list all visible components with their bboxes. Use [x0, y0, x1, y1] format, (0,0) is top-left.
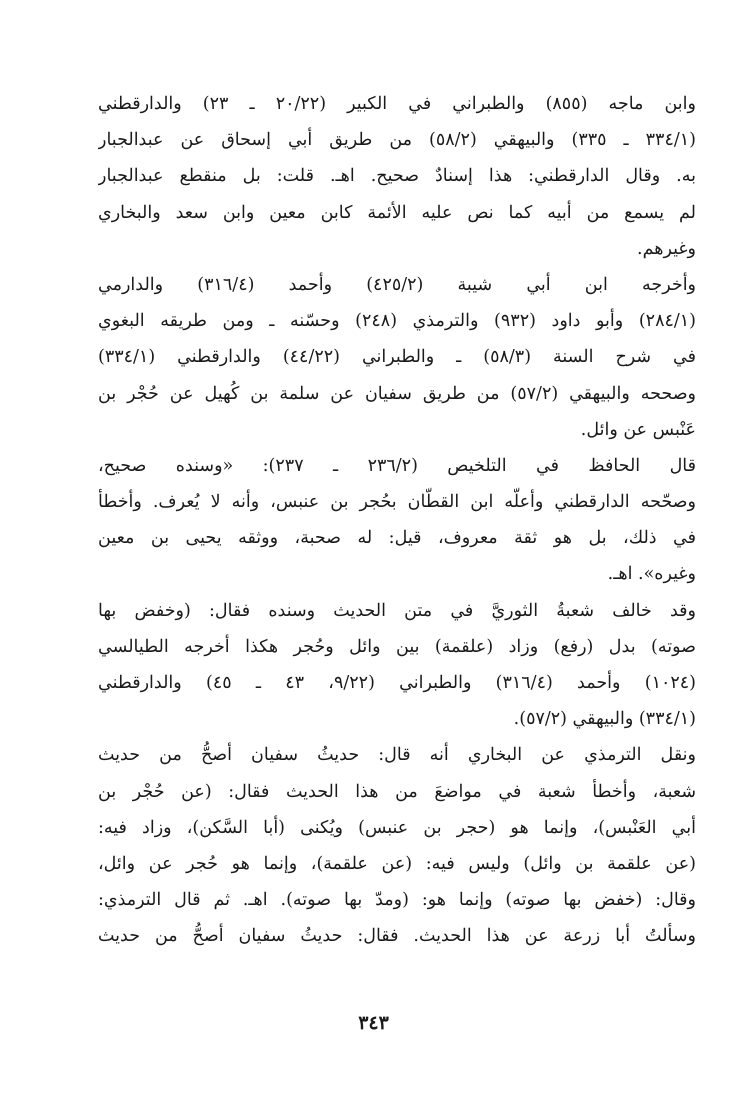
paragraph-5 — [98, 737, 696, 954]
text-line: لم يسمع من أبيه كما نص عليه الأئمة كابن معين وابن سعد والبخاري — [98, 202, 696, 223]
text-line: وصححه والبيهقي (٥٧/٢) من طريق سفيان عن سلمة بن كُهيل عن حُجْر بن — [98, 383, 696, 404]
text-line: ونقل الترمذي عن البخاري أنه قال: حديثُ سفيان أصحُّ من حديث — [98, 745, 696, 766]
paragraph-1 — [98, 86, 696, 267]
text-line: به. وقال الدارقطني: هذا إسنادٌ صحيح. اهـ. قلت: بل منقطع عبدالجبار — [98, 166, 696, 187]
text-line: في ذلك، بل هو ثقة معروف، قيل: له صحبة، ووثقه يحيى بن معين — [98, 528, 696, 549]
text-line: (عن علقمة بن وائل) وليس فيه: (عن علقمة)، وإنما هو حُجر عن وائل، — [98, 853, 696, 874]
text-line: وقد خالف شعبةُ الثوريَّ في متن الحديث وسنده فقال: (وخفض بها — [98, 600, 696, 621]
text-line: (٢٨٤/١) وأبو داود (٩٣٢) والترمذي (٢٤٨) وحسّنه ـ ومن طريقه البغوي — [98, 311, 696, 332]
text-line: وسألتُ أبا زرعة عن هذا الحديث. فقال: حديثُ سفيان أصحُّ من حديث — [98, 926, 696, 947]
paragraph-3 — [98, 448, 696, 593]
paragraph-4 — [98, 593, 696, 738]
text-line: في شرح السنة (٥٨/٣) ـ والطبراني (٤٤/٢٢) والدارقطني (٣٣٤/١) — [98, 347, 696, 368]
text-line: (٣٣٤/١ ـ ٣٣٥) والبيهقي (٥٨/٢) من طريق أبي إسحاق عن عبدالجبار — [98, 130, 696, 151]
text-line: وغيرهم. — [637, 238, 696, 259]
text-line: (١٠٢٤) وأحمد (٣١٦/٤) والطبراني (٩/٢٢، ٤٣ ـ ٤٥) والدارقطني — [98, 673, 696, 693]
text-line: أبي العَنْبس)، وإنما هو (حجر بن عنبس) ويُكنى (أبا السَّكن)، وزاد فيه: — [98, 817, 696, 838]
page-body — [98, 86, 696, 1046]
text-line: وغيره». اهـ. — [607, 564, 696, 585]
paragraph-2 — [98, 267, 696, 448]
text-line: وابن ماجه (٨٥٥) والطبراني في الكبير (٢٠/٢٢ ـ ٢٣) والدارقطني — [98, 94, 696, 114]
text-line: (٣٣٤/١) والبيهقي (٥٧/٢). — [513, 709, 696, 730]
text-line: قال الحافظ في التلخيص (٢٣٦/٢ ـ ٢٣٧): «وسنده صحيح، — [98, 455, 696, 476]
text-line: شعبة، وأخطأ شعبة في مواضعَ من هذا الحديث فقال: (عن حُجْر بن — [98, 781, 696, 802]
text-line: وأخرجه ابن أبي شيبة (٤٢٥/٢) وأحمد (٣١٦/٤) والدارمي — [98, 274, 696, 295]
text-line: عَنْبس عن وائل. — [580, 419, 696, 440]
page-number: ٣٤٣ — [358, 1012, 389, 1034]
text-line: وقال: (خفض بها صوته) وإنما هو: (ومدّ بها صوته). اهـ. ثم قال الترمذي: — [98, 890, 696, 911]
text-line: صوته) بدل (رفع) وزاد (علقمة) بين وائل وحُجر هكذا أخرجه الطيالسي — [98, 636, 696, 657]
text-line: وصحّحه الدارقطني وأعلّه ابن القطّان بحُجر بن عنبس، وأنه لا يُعرف. وأخطأ — [98, 492, 696, 513]
